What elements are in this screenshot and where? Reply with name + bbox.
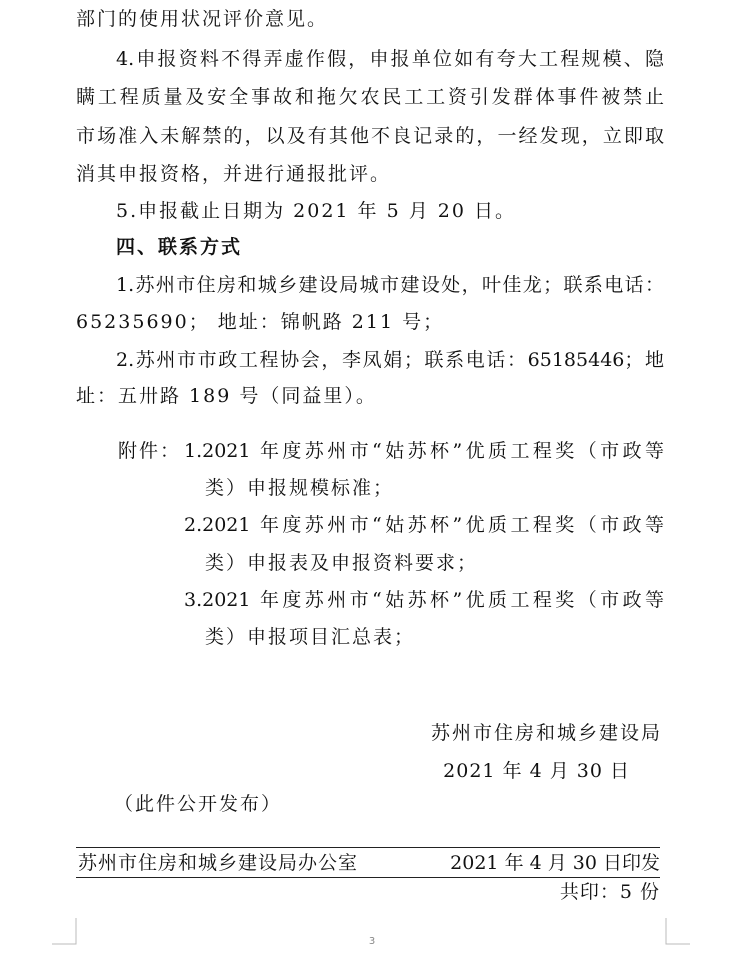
attachment-item: 类）申报项目汇总表；: [205, 626, 416, 648]
body-line: 4.申报资料不得弄虚作假，申报单位如有夸大工程规模、隐: [116, 48, 664, 70]
body-line: 址：五卅路 189 号（同益里）。: [76, 385, 377, 407]
footer-top-rule: [76, 847, 660, 848]
section-heading: 四、联系方式: [116, 236, 243, 258]
signature-org: 苏州市住房和城乡建设局: [430, 722, 662, 744]
attachment-item: 类）申报表及申报资料要求；: [205, 552, 479, 574]
page-number: 3: [368, 936, 376, 947]
attachment-item: 1.2021 年度苏州市“姑苏杯”优质工程奖（市政等: [184, 440, 664, 462]
body-line: 瞒工程质量及安全事故和拖欠农民工工资引发群体事件被禁止: [76, 86, 664, 108]
public-note: （此件公开发布）: [114, 793, 283, 815]
attachment-item: 2.2021 年度苏州市“姑苏杯”优质工程奖（市政等: [184, 514, 664, 536]
attachment-item: 3.2021 年度苏州市“姑苏杯”优质工程奖（市政等: [184, 589, 664, 611]
footer-copies: 共印：5 份: [559, 881, 660, 903]
body-line: 消其申报资格，并进行通报批评。: [76, 163, 392, 185]
signature-date: 2021 年 4 月 30 日: [443, 760, 630, 782]
body-line: 5.申报截止日期为 2021 年 5 月 20 日。: [116, 200, 516, 222]
body-line: 市场准入未解禁的，以及有其他不良记录的，一经发现，立即取: [76, 125, 664, 147]
body-line: 1.苏州市住房和城乡建设局城市建设处，叶佳龙；联系电话：: [116, 274, 664, 296]
footer-issuer: 苏州市住房和城乡建设局办公室: [78, 852, 359, 874]
footer-print-date: 2021 年 4 月 30 日印发: [450, 852, 660, 874]
attachment-item: 类）申报规模标准；: [205, 477, 395, 499]
body-line: 2.苏州市市政工程协会，李凤娟；联系电话：65185446；地: [116, 349, 664, 371]
body-line: 65235690； 地址：锦帆路 211 号；: [76, 311, 445, 333]
attachment-label: 附件：: [118, 440, 182, 462]
body-line: 部门的使用状况评价意见。: [76, 8, 329, 30]
